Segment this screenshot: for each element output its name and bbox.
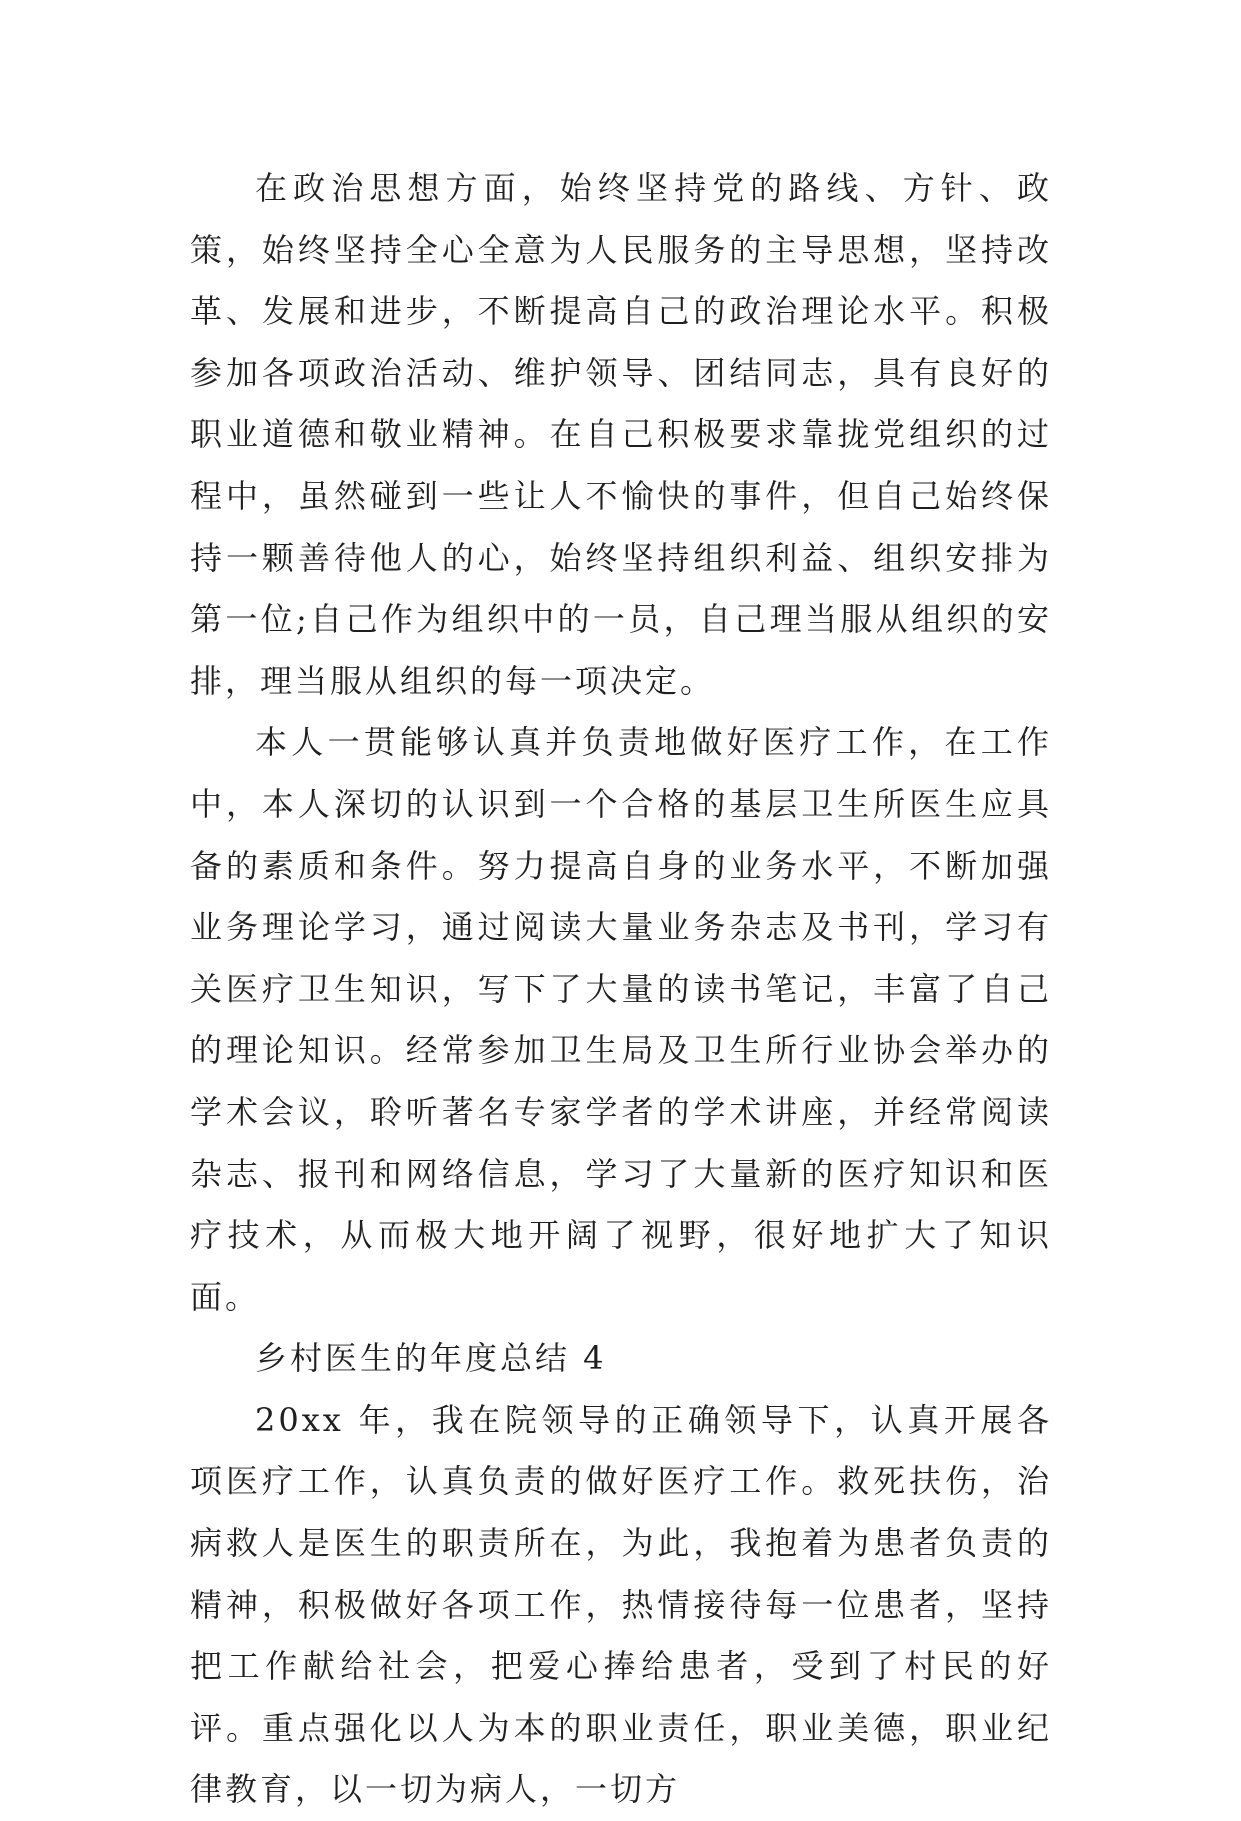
section-heading: 乡村医生的年度总结 4 <box>255 1339 607 1378</box>
paragraph-political-thought: 在政治思想方面，始终坚持党的路线、方针、政策，始终坚持全心全意为人民服务的主导思想，坚持改革、发展和进步，不断提高自己的政治理论水平。积极参加各项政治活动、维护领导、团结同志，具有良好的职业道德和敬业精神。在自己积极要求靠拢党组织的过程中，虽然碰到一些让人不愉快的事件，但自己始终保持一颗善待他人的心，始终坚持组织利益、组织安排为第一位;自己作为组织中的一员，自己理当服从组织的安排，理当服从组织的每一项决定。 <box>190 169 1052 700</box>
document-body <box>190 158 1052 1821</box>
paragraph-medical-work: 本人一贯能够认真并负责地做好医疗工作，在工作中，本人深切的认识到一个合格的基层卫生所医生应具备的素质和条件。努力提高自身的业务水平，不断加强业务理论学习，通过阅读大量业务杂志及书刊，学习有关医疗卫生知识，写下了大量的读书笔记，丰富了自己的理论知识。经常参加卫生局及卫生所行业协会举办的学术会议，聆听著名专家学者的学术讲座，并经常阅读杂志、报刊和网络信息，学习了大量新的医疗知识和医疗技术，从而极大地开阔了视野，很好地扩大了知识面。 <box>190 723 1052 1316</box>
paragraph-annual-summary: 20xx 年，我在院领导的正确领导下，认真开展各项医疗工作，认真负责的做好医疗工作。救死扶伤，治病救人是医生的职责所在，为此，我抱着为患者负责的精神，积极做好各项工作，热情接待每一位患者，坚持把工作献给社会，把爱心捧给患者，受到了村民的好评。重点强化以人为本的职业责任，职业美德，职业纪律教育，以一切为病人，一切方 <box>190 1400 1052 1809</box>
